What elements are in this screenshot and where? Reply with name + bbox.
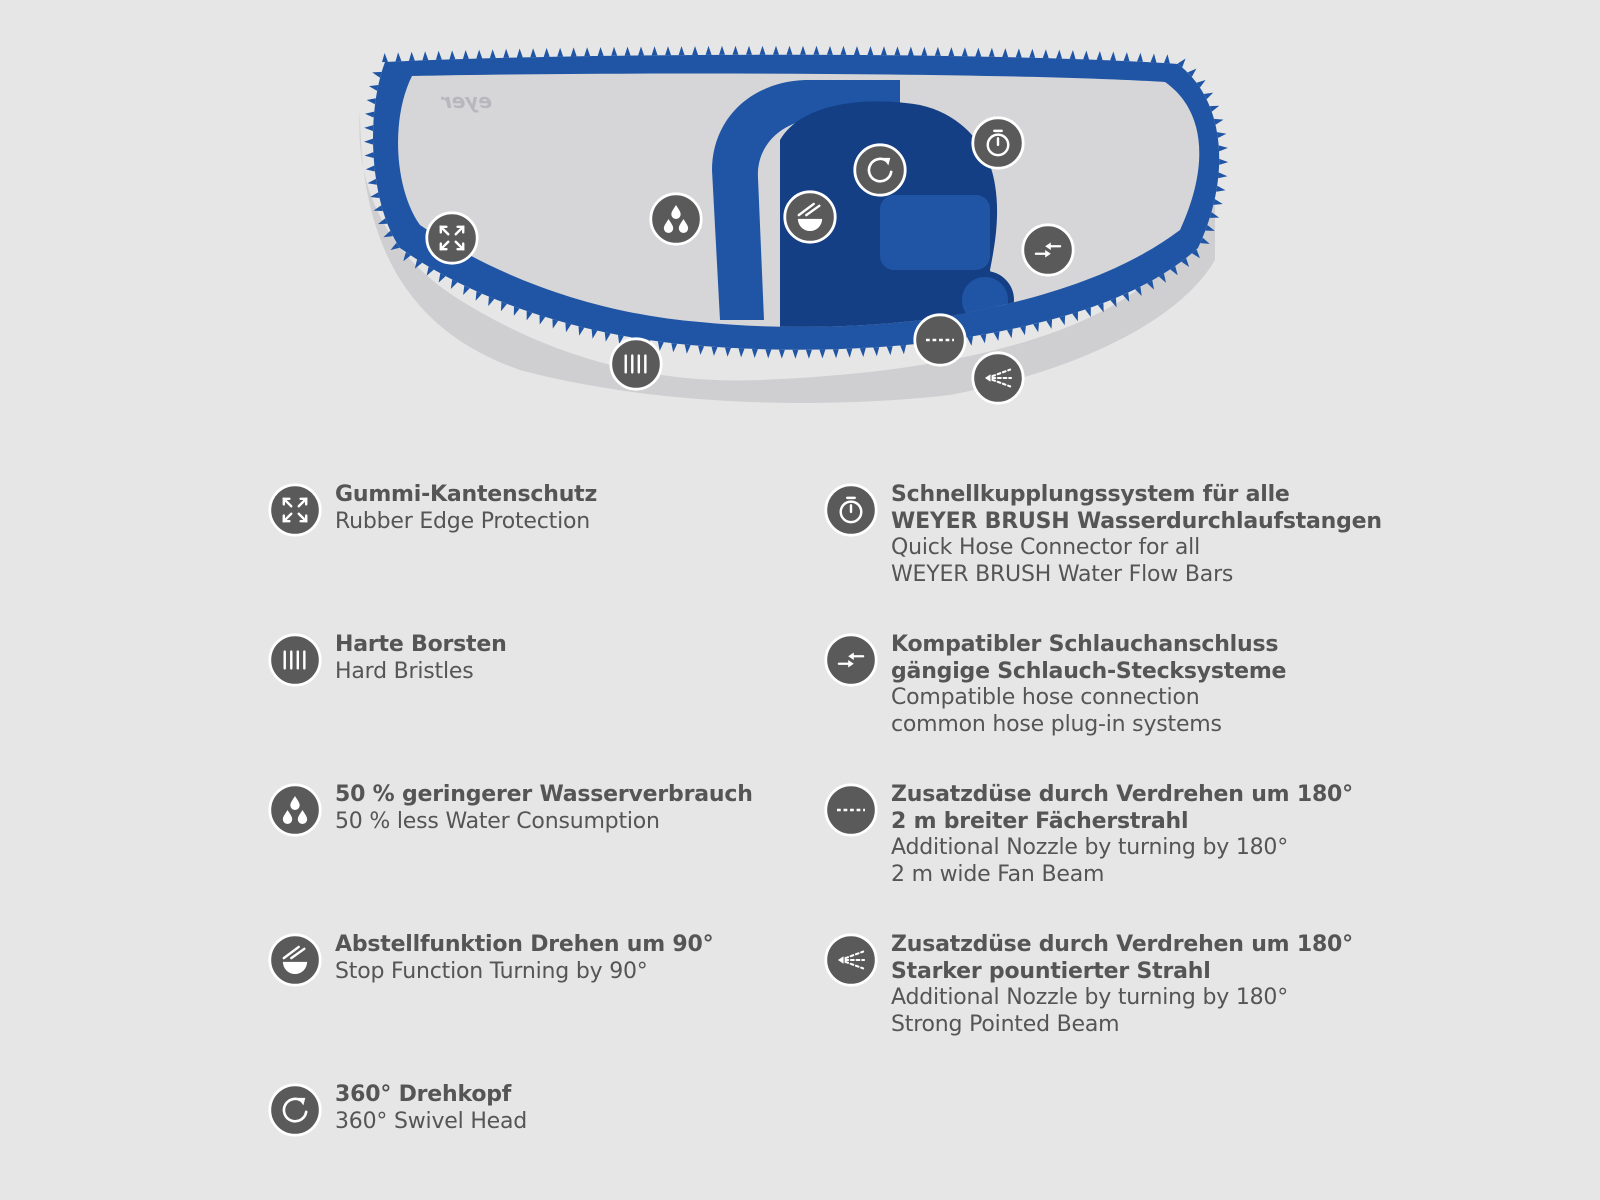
marker-fan-beam-icon xyxy=(915,315,965,365)
feature-title-de: 50 % geringerer Wasserverbrauch xyxy=(335,782,753,807)
stop-function-icon xyxy=(267,932,323,988)
marker-quick-connector-icon xyxy=(973,118,1023,168)
feature-water-consumption xyxy=(267,782,753,838)
feature-title-en-line1: Additional Nozzle by turning by 180° xyxy=(891,985,1289,1010)
feature-title-de-line2: gängige Schlauch-Stecksysteme xyxy=(891,658,1287,684)
feature-stop-function xyxy=(267,932,713,988)
feature-hard-bristles xyxy=(267,632,507,688)
water-drops-icon xyxy=(267,782,323,838)
feature-title-en: 360° Swivel Head xyxy=(335,1108,528,1134)
swivel-icon xyxy=(267,1082,323,1138)
feature-title-de: Harte Borsten xyxy=(335,632,507,657)
feature-title-de-line1: Zusatzdüse durch Verdrehen um 180° xyxy=(891,932,1353,957)
feature-title-de-line1: Schnellkupplungssystem für alle xyxy=(891,482,1290,507)
fan-beam-icon xyxy=(823,782,879,838)
feature-rubber-edge xyxy=(267,482,597,538)
marker-hose-connection-icon xyxy=(1023,225,1073,275)
bristles-icon xyxy=(267,632,323,688)
feature-title-de-line2: 2 m breiter Fächerstrahl xyxy=(891,808,1189,834)
hose-connection-icon xyxy=(823,632,879,688)
feature-title-en-line1: Quick Hose Connector for all xyxy=(891,535,1201,560)
feature-title-en-line1: Additional Nozzle by turning by 180° xyxy=(891,835,1289,860)
feature-title-de-line2: WEYER BRUSH Wasserdurchlaufstangen xyxy=(891,508,1382,534)
feature-fan-beam xyxy=(823,782,1353,888)
marker-arrows-out-icon xyxy=(427,213,477,263)
marker-pointed-beam-icon xyxy=(973,353,1023,403)
feature-title-en-line2: WEYER BRUSH Water Flow Bars xyxy=(891,561,1234,587)
feature-swivel-head xyxy=(267,1082,527,1138)
feature-title-en: Stop Function Turning by 90° xyxy=(335,958,648,984)
brush-logo: eyer xyxy=(441,89,492,113)
feature-title-de-line2: Starker pountierter Strahl xyxy=(891,958,1211,984)
feature-title-de-line1: Zusatzdüse durch Verdrehen um 180° xyxy=(891,782,1353,807)
feature-title-de: 360° Drehkopf xyxy=(335,1082,512,1107)
feature-title-en: 50 % less Water Consumption xyxy=(335,808,660,834)
feature-title-de: Gummi-Kantenschutz xyxy=(335,482,598,507)
feature-title-de: Abstellfunktion Drehen um 90° xyxy=(335,932,714,957)
marker-swivel-icon xyxy=(855,145,905,195)
marker-water-drops-icon xyxy=(651,194,701,244)
marker-bristles-icon xyxy=(611,339,661,389)
feature-title-en: Hard Bristles xyxy=(335,658,474,684)
feature-title-en: Rubber Edge Protection xyxy=(335,508,591,534)
quick-connector-icon xyxy=(823,482,879,538)
brush-illustration xyxy=(0,0,1600,430)
feature-title-en-line2: common hose plug-in systems xyxy=(891,711,1222,737)
marker-stop-function-icon xyxy=(785,192,835,242)
feature-title-en-line2: 2 m wide Fan Beam xyxy=(891,861,1105,887)
feature-title-de-line1: Kompatibler Schlauchanschluss xyxy=(891,632,1279,657)
nozzle-block xyxy=(880,195,990,270)
feature-title-en-line2: Strong Pointed Beam xyxy=(891,1011,1120,1037)
feature-title-en-line1: Compatible hose connection xyxy=(891,685,1200,710)
pointed-beam-icon xyxy=(823,932,879,988)
feature-hose-connection xyxy=(823,632,1286,738)
feature-pointed-beam xyxy=(823,932,1353,1038)
arrows-out-icon xyxy=(267,482,323,538)
feature-quick-connector xyxy=(823,482,1382,588)
